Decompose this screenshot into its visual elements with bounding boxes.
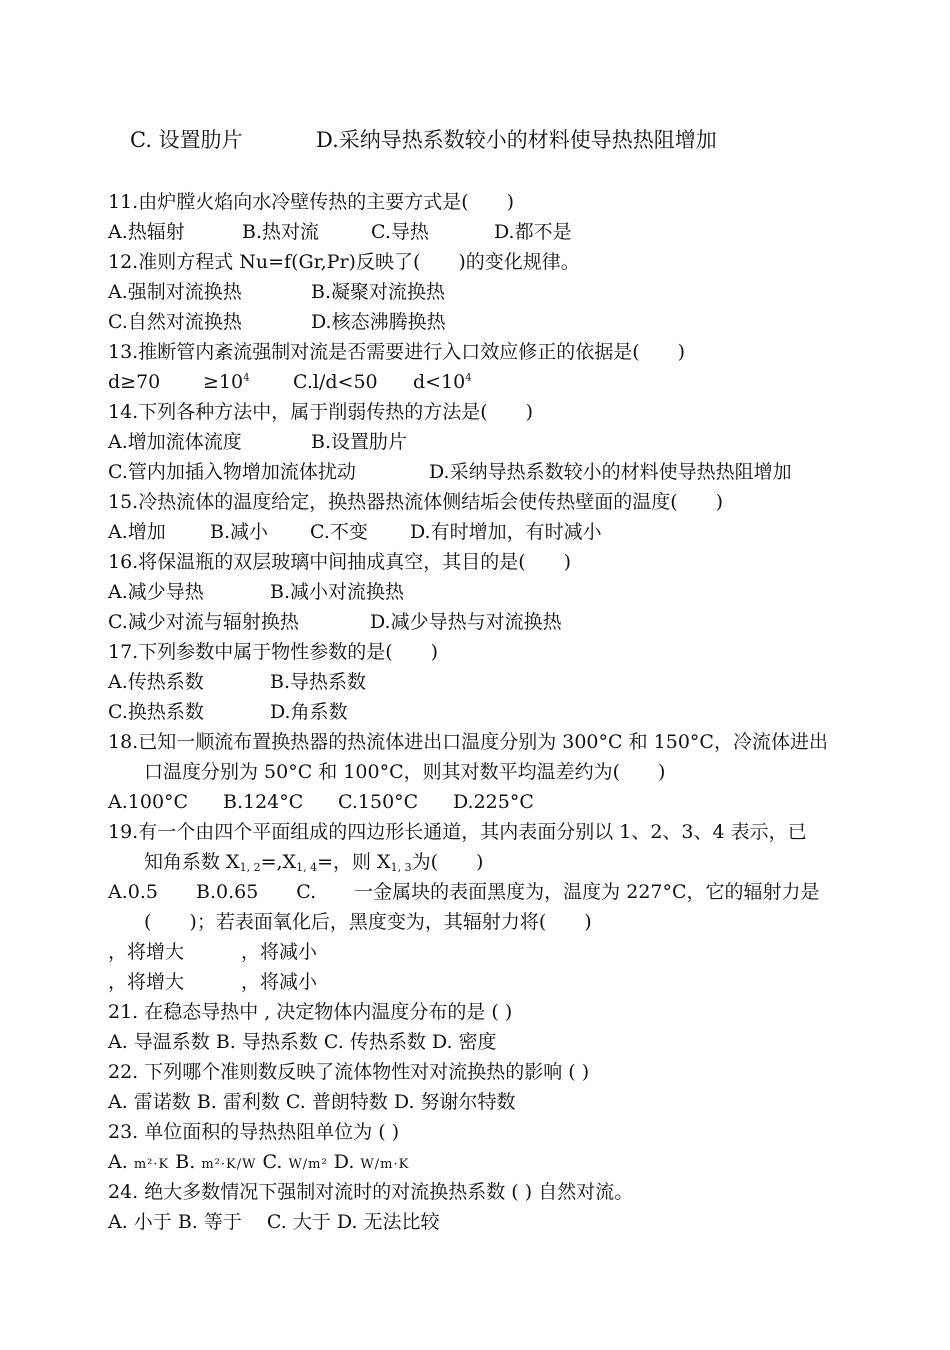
option-d: D.225°C bbox=[453, 791, 534, 813]
option-a: A.减少导热 bbox=[108, 581, 204, 603]
question-16: 16.将保温瓶的双层玻璃中间抽成真空，其目的是( ) bbox=[108, 551, 572, 573]
question-18-line-1: 18.已知一顺流布置换热器的热流体进出口温度分别为 300°C 和 150°C，冷流体进出 bbox=[108, 731, 828, 753]
option-b: B.减小对流换热 bbox=[270, 581, 405, 603]
option-c: C.自然对流换热 bbox=[108, 311, 242, 333]
question-12: 12.准则方程式 Nu=f(Gr,Pr)反映了( )的变化规律。 bbox=[108, 251, 580, 273]
question-22-options: A. 雷诺数 B. 雷利数 C. 普朗特数 D. 努谢尔特数 bbox=[108, 1091, 516, 1113]
question-23: 23. 单位面积的导热热阻单位为 ( ) bbox=[108, 1121, 400, 1143]
question-21-options: A. 导温系数 B. 导热系数 C. 传热系数 D. 密度 bbox=[108, 1031, 497, 1053]
option-c: C.l/d<50 bbox=[293, 371, 378, 393]
option-a: A.100°C bbox=[108, 791, 189, 813]
option-c: C.换热系数 bbox=[108, 701, 204, 723]
option-d: D.采纳导热系数较小的材料使导热热阻增加 bbox=[429, 461, 792, 483]
option-a: A.传热系数 bbox=[108, 671, 204, 693]
option-a: A.强制对流换热 bbox=[108, 281, 242, 303]
option-d: D.角系数 bbox=[270, 701, 348, 723]
question-14: 14.下列各种方法中，属于削弱传热的方法是( ) bbox=[108, 401, 534, 423]
option-b: B. m²·K/W bbox=[175, 1151, 257, 1173]
option-c: C.导热 bbox=[371, 221, 429, 243]
option-d: D.都不是 bbox=[494, 221, 572, 243]
option-c: C.不变 bbox=[310, 521, 368, 543]
question-20-options-2: ，将增大 ，将减小 bbox=[108, 971, 318, 993]
question-19-options: A.0.5 B.0.65 C. 一金属块的表面黑度为，温度为 227°C，它的辐射力是 bbox=[108, 881, 820, 903]
option-d: D. W/m·K bbox=[333, 1151, 410, 1173]
question-15: 15.冷热流体的温度给定，换热器热流体侧结垢会使传热壁面的温度( ) bbox=[108, 491, 724, 513]
option-b: B.热对流 bbox=[242, 221, 320, 243]
option-d: D.有时增加，有时减小 bbox=[410, 521, 602, 543]
question-13: 13.推断管内紊流强制对流是否需要进行入口效应修正的依据是( ) bbox=[108, 341, 686, 363]
option-d: $d<10^4$ bbox=[413, 371, 472, 393]
option-d: D.减少导热与对流换热 bbox=[370, 611, 562, 633]
question-23-options bbox=[108, 1150, 848, 1177]
question-18-line-2: 口温度分别为 50°C 和 100°C，则其对数平均温差约为( ) bbox=[144, 761, 666, 783]
question-24-options: A. 小于 B. 等于 C. 大于 D. 无法比较 bbox=[108, 1211, 440, 1233]
question-17: 17.下列参数中属于物性参数的是( ) bbox=[108, 641, 439, 663]
option-b: $\ge 10^4$ bbox=[203, 371, 250, 393]
option-b: B.减小 bbox=[210, 521, 269, 543]
option-c: C.150°C bbox=[338, 791, 419, 813]
option-c: C.减少对流与辐射换热 bbox=[108, 611, 299, 633]
option-b: B.凝聚对流换热 bbox=[311, 281, 446, 303]
option-a: A.增加 bbox=[108, 521, 166, 543]
question-24: 24. 绝大多数情况下强制对流时的对流换热系数 ( ) 自然对流。 bbox=[108, 1181, 634, 1203]
question-20-options-1: ，将增大 ，将减小 bbox=[108, 941, 318, 963]
question-19-line-2: 知角系数 $X_{1, 2}=,X_{1, 4}=$，则 $X_{1, 3}$为( ) bbox=[144, 851, 484, 874]
option-b: B.设置肋片 bbox=[311, 431, 408, 453]
option-a: d≥70 bbox=[108, 371, 161, 393]
option-c: C. W/m² bbox=[262, 1151, 328, 1173]
option-a: A.增加流体流度 bbox=[108, 431, 242, 453]
option-a: A. m²·K bbox=[108, 1151, 170, 1173]
option-a: A.热辐射 bbox=[108, 221, 185, 243]
question-19-line-1: 19.有一个由四个平面组成的四边形长通道，其内表面分别以 1、2、3、4 表示，已 bbox=[108, 821, 807, 843]
option-c: C.管内加插入物增加流体扰动 bbox=[108, 461, 356, 483]
question-21: 21. 在稳态导热中 , 决定物体内温度分布的是 ( ) bbox=[108, 1001, 513, 1023]
question-22: 22. 下列哪个准则数反映了流体物性对对流换热的影响 ( ) bbox=[108, 1061, 590, 1083]
option-b: B.124°C bbox=[223, 791, 304, 813]
option-c: C. 设置肋片 bbox=[130, 128, 243, 152]
option-d: D.核态沸腾换热 bbox=[311, 311, 446, 333]
question-20-continuation: ( )；若表面氧化后，黑度变为，其辐射力将( ) bbox=[144, 911, 592, 933]
question-11: 11.由炉膛火焰向水冷壁传热的主要方式是( ) bbox=[108, 191, 515, 213]
option-b: B.导热系数 bbox=[270, 671, 367, 693]
option-d: D.采纳导热系数较小的材料使导热热阻增加 bbox=[316, 128, 717, 152]
